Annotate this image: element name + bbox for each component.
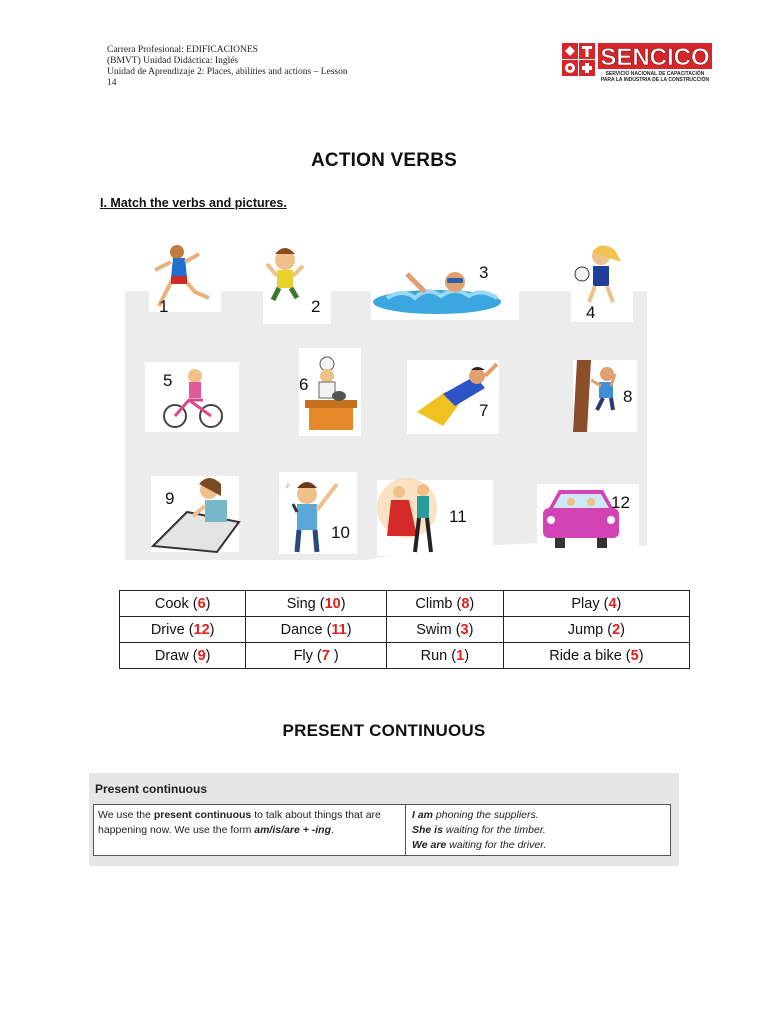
verb-cell: Cook (6)	[120, 591, 246, 617]
header-line-lesson-num: 14	[107, 78, 117, 88]
header-line-lesson: Unidad de Aprendizaje 2: Places, abilities and actions – Lesson	[107, 67, 348, 77]
picture-number: 9	[165, 489, 175, 508]
chef-cooking-icon	[299, 348, 361, 436]
verbs-table	[119, 590, 690, 669]
answer: 4	[608, 595, 617, 612]
verb-cell: Ride a bike (5)	[503, 643, 689, 669]
answer: 1	[456, 647, 465, 664]
picture-number: 10	[331, 523, 350, 542]
flying-superhero-icon	[407, 360, 499, 434]
running-person-icon	[149, 238, 221, 316]
verb-cell: Fly (7 )	[246, 643, 387, 669]
picture-number: 6	[299, 375, 309, 394]
pictures-panel	[125, 236, 647, 560]
document-header	[107, 45, 377, 88]
answer: 5	[630, 647, 639, 664]
verb-cell: Jump (2)	[503, 617, 689, 643]
couple-dancing-icon	[377, 478, 493, 556]
column-divider	[405, 805, 406, 855]
picture-number: 3	[479, 263, 489, 282]
sencico-logo	[562, 42, 714, 82]
header-line-unit: (BMVT) Unidad Didáctica: Inglés	[107, 56, 239, 66]
grammar-heading: Present continuous	[95, 782, 208, 796]
picture-number: 12	[611, 493, 630, 512]
table-row	[120, 643, 690, 669]
verb-cell: Play (4)	[503, 591, 689, 617]
picture-number: 5	[163, 371, 173, 390]
grammar-box	[89, 773, 679, 866]
jumping-boy-icon	[263, 244, 331, 324]
verb-cell: Swim (3)	[386, 617, 503, 643]
example-line: We are waiting for the driver.	[412, 839, 547, 851]
picture-number: 8	[623, 387, 633, 406]
verb-cell: Climb (8)	[386, 591, 503, 617]
header-line-program: Carrera Profesional: EDIFICACIONES	[107, 45, 258, 55]
verb-cell: Run (1)	[386, 643, 503, 669]
answer: 7	[321, 647, 330, 664]
grammar-explanation: We use the present continuous to talk about things that are happening now. We use the form am/is/are + -ing.	[98, 809, 381, 836]
picture-number: 1	[159, 297, 169, 316]
grammar-examples	[412, 808, 662, 853]
picture-number: 2	[311, 297, 321, 316]
verb-cell: Sing (10)	[246, 591, 387, 617]
verb-cell: Dance (11)	[246, 617, 387, 643]
page-title: ACTION VERBS	[311, 150, 457, 171]
grammar-table	[93, 804, 671, 856]
verb-cell: Drive (12)	[120, 617, 246, 643]
swimming-boy-icon	[371, 254, 519, 320]
table-row	[120, 591, 690, 617]
table-row	[120, 617, 690, 643]
svg-text:SERVICIO NACIONAL DE CAPACITAC: SERVICIO NACIONAL DE CAPACITACIÓN	[605, 71, 705, 77]
family-driving-car-icon	[537, 484, 639, 558]
verb-cell: Draw (9)	[120, 643, 246, 669]
example-line: I am phoning the suppliers.	[412, 809, 539, 821]
girl-riding-bike-icon	[145, 362, 239, 432]
answer: 9	[197, 647, 206, 664]
climbing-child-icon	[573, 360, 637, 432]
answer: 11	[331, 621, 347, 638]
answer: 8	[461, 595, 470, 612]
picture-number: 11	[449, 507, 467, 526]
picture-number: 4	[586, 303, 596, 322]
svg-text:♪: ♪	[285, 480, 290, 491]
woman-drawing-icon	[151, 476, 239, 552]
answer: 10	[324, 595, 341, 612]
volleyball-girl-icon	[571, 242, 633, 322]
picture-number: 7	[479, 401, 489, 420]
exercise-instruction: I. Match the verbs and pictures.	[100, 196, 287, 210]
svg-text:PARA LA INDUSTRIA DE LA CONSTR: PARA LA INDUSTRIA DE LA CONSTRUCCIÓN	[600, 77, 710, 83]
example-line: She is waiting for the timber.	[412, 824, 546, 836]
answer: 2	[612, 621, 621, 638]
boy-singing-icon	[279, 472, 357, 554]
answer: 3	[460, 621, 469, 638]
answer: 6	[197, 595, 206, 612]
answer: 12	[193, 621, 210, 638]
section-title: PRESENT CONTINUOUS	[282, 721, 486, 740]
svg-text:SENCICO: SENCICO	[600, 44, 710, 71]
